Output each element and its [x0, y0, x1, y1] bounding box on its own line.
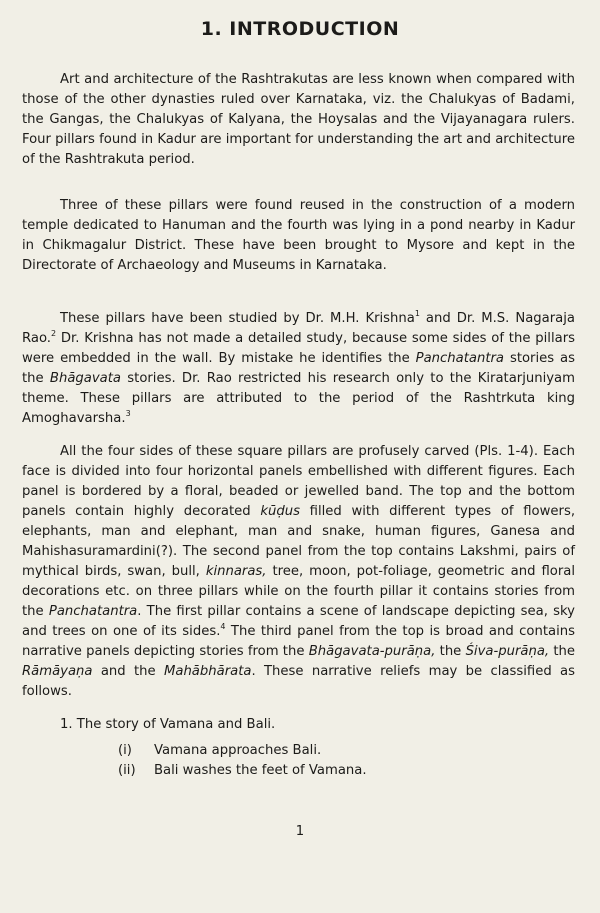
p4-italic-7: Mahābhārata: [163, 664, 252, 679]
p3-text-a: These pillars have been studied by Dr. M.H. Krishna: [60, 311, 415, 326]
p4-text-c: tree, moon, pot-foliage, geometric and floral decorations etc. on three pillars while on the fourth pillar it contains stories from the: [22, 564, 575, 619]
p4-italic-2: kinnaras,: [205, 564, 267, 579]
list-item: [118, 743, 321, 758]
p3-italic-1: Panchatantra: [415, 351, 505, 366]
p4-text-f: the: [435, 644, 466, 659]
p3-text-c: Dr. Krishna has not made a detailed study, because some sides of the pillars were embedded in the wall. By mistake he identifies the: [22, 331, 575, 366]
chapter-title: 1. INTRODUCTION: [200, 18, 400, 40]
p4-italic-3: Panchatantra: [48, 604, 138, 619]
paragraph-2-text: Three of these pillars were found reused in the construction of a modern temple dedicated to Hanuman and the fourth was lying in a pond nearby in Kadur in Chikmagalur District. These have been brought to Mysore and kept in the Directorate of Archaeology and Museums in Karnataka.: [22, 198, 575, 273]
paragraph-1-text: Art and architecture of the Rashtrakutas are less known when compared with those of the other dynasties ruled over Karnataka, viz. the Chalukyas of Badami, the Gangas, the Chalukyas of Kalyana, the Hoysalas and the Vijayanagara rulers. Four pillars found in Kadur are important for understanding the art and architecture of the Rashtrakuta period.: [22, 72, 575, 167]
footnote-ref-3: 3: [125, 409, 131, 418]
p4-italic-1: kūḍus: [260, 504, 300, 519]
page-number: 1: [295, 824, 305, 839]
paragraph-1: [22, 70, 575, 170]
list-item-text: Bali washes the feet of Vamana.: [154, 763, 367, 778]
p3-text-b: and Dr. M.S. Nagaraja Rao.: [22, 311, 575, 346]
footnote-ref-1: 1: [414, 309, 420, 318]
p4-text-j: . These narrative reliefs may be classified as follows.: [22, 664, 575, 699]
p4-italic-5: Śiva-purāṇa,: [465, 644, 550, 659]
p3-italic-2: Bhāgavata: [49, 371, 121, 386]
p4-italic-4: Bhāgavata-purāṇa,: [308, 644, 436, 659]
p4-text-a: All the four sides of these square pillars are profusely carved (Pls. 1-4). Each face is divided into four horizontal panels embellished with different figures. Each panel is bordered by a floral, beaded or jewelled band. The top and the bottom panels contain highly decorated: [22, 444, 575, 519]
paragraph-4: [22, 442, 575, 702]
p3-text-d: stories as the: [22, 351, 575, 386]
p4-text-h: and the: [92, 664, 164, 679]
list-item-number: (i): [118, 743, 132, 758]
list-item-number: (ii): [118, 763, 136, 778]
footnote-ref-4: 4: [220, 622, 226, 631]
p3-text-e: stories. Dr. Rao restricted his research only to the Kiratarjuniyam theme. These pillars are attributed to the period of the Rashtrkuta king Amoghavarsha.: [22, 371, 575, 426]
paragraph-3: [22, 309, 575, 429]
p4-text-b: filled with different types of flowers, elephants, man and elephant, man and snake, human figures, Ganesa and Mahishasuramardini(?). The second panel from the top contains Lakshmi, pairs of mythical birds, swan, bull,: [22, 504, 576, 579]
p4-text-e: The third panel from the top is broad and contains narrative panels depicting stories from the: [22, 624, 575, 659]
list-item: [118, 763, 367, 778]
list-item-text: Vamana approaches Bali.: [154, 743, 322, 758]
p4-text-g: the: [549, 644, 576, 659]
p4-italic-6: Rāmāyaṇa: [22, 664, 93, 679]
list-heading: 1. The story of Vamana and Bali.: [60, 717, 276, 732]
paragraph-2: [22, 196, 575, 276]
p4-text-d: . The first pillar contains a scene of landscape depicting sea, sky and trees on one of its sides.: [22, 604, 575, 639]
footnote-ref-2: 2: [50, 329, 57, 338]
